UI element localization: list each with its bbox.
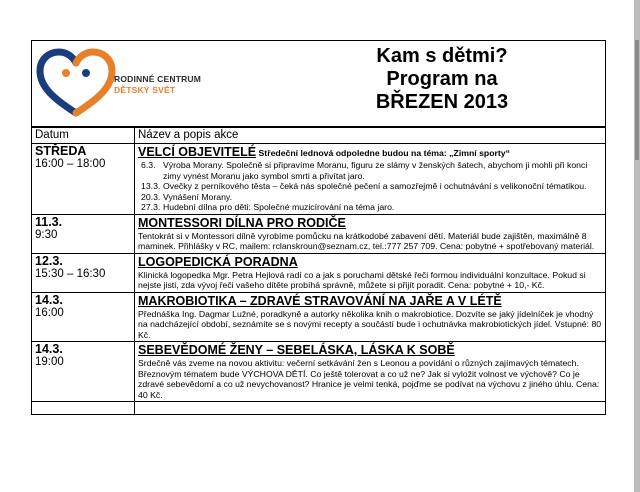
table-row [32, 292, 605, 342]
event-time: 16:00 – 18:00 [35, 158, 106, 170]
page-title [307, 45, 577, 114]
event-date: 14.3. [35, 342, 63, 356]
heart-logo-icon [36, 47, 116, 119]
header [32, 41, 605, 127]
event-time: 16:00 [35, 306, 64, 319]
logo-text [114, 74, 201, 96]
event-schedule [141, 160, 602, 213]
event-title: MAKROBIOTIKA – ZDRAVÉ STRAVOVÁNÍ NA JAŘE A V LÉTĚ [138, 293, 502, 308]
schedule-date: 27.3. [141, 202, 161, 212]
event-title: LOGOPEDICKÁ PORADNA [138, 254, 298, 269]
event-day: STŘEDA [35, 144, 87, 158]
event-description: Tentokrát si v Montessori dílně vyrobíme pomůcku na krátkodobé zabavení dětí. Materiál bude zajištěn, maximálně 8 maminek. Přihlášky v RC, mailem: rclanskroun@seznam.cz, tel.:777 257 709. Cena: pobytné + spotřebovaný materiál. [138, 230, 595, 251]
scrollbar-thumb[interactable] [635, 40, 639, 160]
title-line-2: Program na [386, 68, 498, 90]
title-line-3: BŘEZEN 2013 [375, 91, 509, 113]
table-row [32, 144, 605, 215]
event-time: 9:30 [35, 228, 58, 241]
logo-line-1: RODINNÉ CENTRUM [114, 74, 202, 84]
logo-line-2: DĚTSKÝ SVĚT [114, 85, 176, 95]
schedule-text: Hudební dílna pro děti: Společné muzicírování na téma jaro. [163, 202, 395, 212]
schedule-date: 20.3. [141, 191, 161, 202]
event-description: Srdečně vás zveme na novou aktivitu: večerní setkávání žen s Leonou a povídání o různých zajímavých tématech. Březnovým tématem bude VÝCHOVA DĚTÍ. Co ještě tolerovat a co už ne? Jak si vyložit volnost ve výchově? Co je zdravé sebevědomí a co už nevychovanost? Hranice je velmi tenká, pojďme se podívat na výchovu z jiného úhlu. Cena: 40 Kč. [138, 358, 600, 400]
event-description: Přednáška Ing. Dagmar Lužné, poradkyně a autorky několika knih o makrobiotice. Dozvíte se jaký jídelníček je vhodný na nadcházející období, seznámíte se s novými recepty a součástí bude i ochutnávka makrobiotických jídel. Vstupné: 80 Kč. [138, 308, 602, 340]
program-sheet [31, 40, 606, 415]
scrollbar[interactable] [634, 0, 640, 492]
schedule-date: 13.3. [141, 181, 161, 191]
table-row [32, 214, 605, 253]
column-header-row [32, 128, 605, 144]
event-title: SEBEVĚDOMÉ ŽENY – SEBELÁSKA, LÁSKA K SOBĚ [138, 343, 455, 357]
event-time: 15:30 – 16:30 [35, 267, 106, 280]
event-date: 12.3. [35, 253, 63, 268]
table-row-cut [32, 402, 605, 415]
schedule-item [141, 181, 602, 192]
col-name-header: Název a popis akce [135, 128, 606, 144]
schedule-text: Výroba Morany. Společně si připravíme Moranu, figuru ze slámy v ženských šatech, abychom ji mohli při konci zimy vynést Moranu jako symbol smrti a přivítat jaro. [163, 160, 588, 181]
event-description: Klinická logopedka Mgr. Petra Hejlová radí co a jak s poruchami dětské řeči formou individuální konzultace. Pokud si nejste jisti, zda vývoj řeči vašeho dítěte probíhá správně, můžete si přijít poradit. Cena: pobytné + 10,- Kč. [138, 269, 586, 290]
event-date: 11.3. [35, 214, 63, 229]
event-date: 14.3. [35, 292, 63, 307]
schedule-text: Vynášení Morany. [163, 191, 233, 202]
table-row [32, 253, 605, 292]
schedule-item [141, 160, 602, 181]
col-date-header: Datum [32, 128, 135, 144]
schedule-date: 6.3. [141, 160, 156, 170]
event-subtitle: Středeční lednová odpoledne budou na téma: „Zimní sporty“ [256, 148, 510, 158]
title-line-1: Kam s dětmi? [376, 45, 508, 67]
schedule-item [141, 192, 602, 203]
event-time: 19:00 [35, 356, 64, 368]
schedule-item [141, 202, 602, 213]
event-title: VELCÍ OBJEVITELÉ [138, 145, 257, 159]
schedule-text: Ovečky z perníkového těsta – čeká nás společné pečení a samozřejmě i ochutnávání s velikonoční tématikou. [163, 181, 587, 191]
event-title: MONTESSORI DÍLNA PRO RODIČE [138, 215, 346, 230]
program-table [32, 127, 605, 414]
table-row [32, 342, 605, 402]
